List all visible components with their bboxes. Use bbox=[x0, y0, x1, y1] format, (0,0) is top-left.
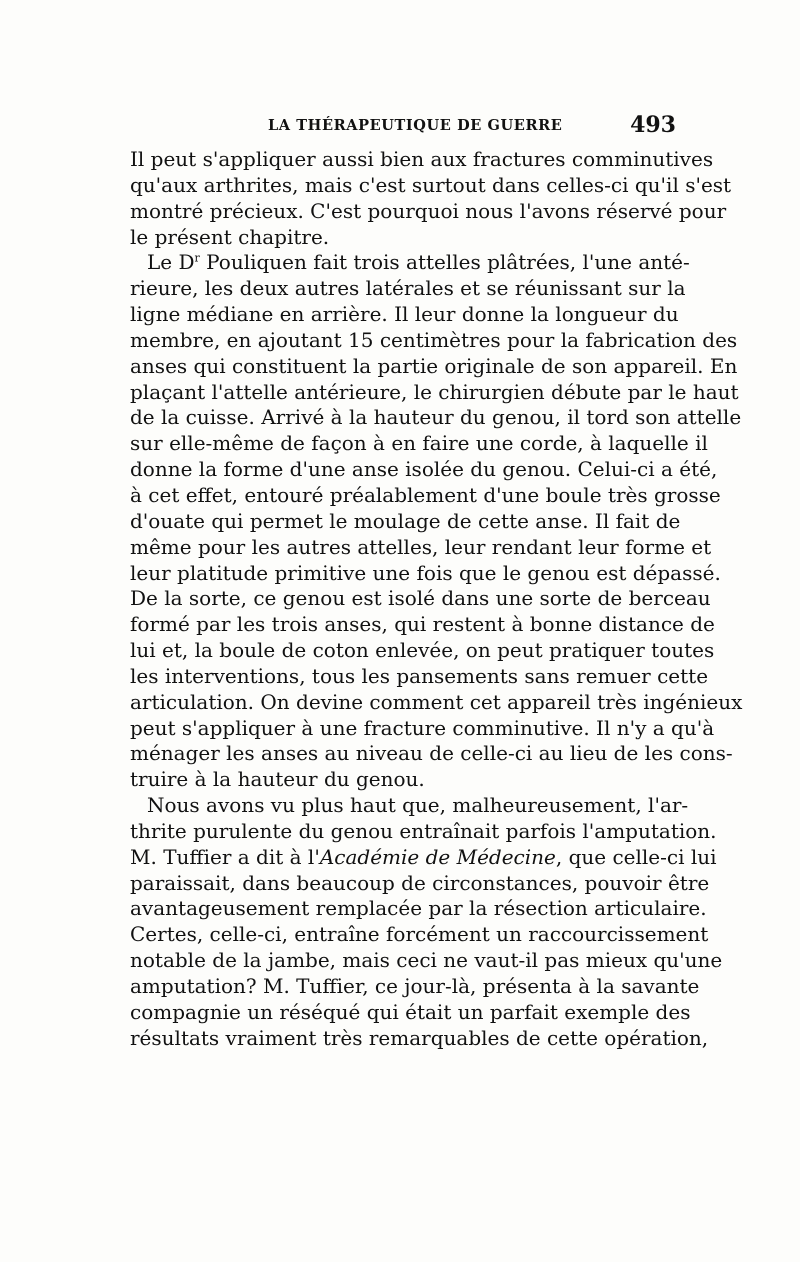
text-line bbox=[130, 250, 690, 276]
running-head bbox=[128, 112, 678, 142]
text-line: De la sorte, ce genou est isolé dans une sorte de berceau bbox=[130, 586, 711, 611]
text-fragment: M. Tuffier a dit à l' bbox=[130, 844, 320, 869]
text-line: le présent chapitre. bbox=[130, 224, 330, 249]
text-line: paraissait, dans beaucoup de circonstances, pouvoir être bbox=[130, 870, 710, 895]
text-line: truire à la hauteur du genou. bbox=[130, 767, 425, 792]
text-fragment: Pouliquen fait trois attelles plâtrées, l'une anté- bbox=[199, 250, 690, 275]
text-line: même pour les autres attelles, leur rendant leur forme et bbox=[130, 534, 712, 559]
text-line: donne la forme d'une anse isolée du genou. Celui-ci a été, bbox=[130, 457, 718, 482]
text-line: rieure, les deux autres latérales et se réunissant sur la bbox=[130, 276, 686, 301]
text-line: à cet effet, entouré préalablement d'une boule très grosse bbox=[130, 482, 721, 507]
text-line: avantageusement remplacée par la résection articulaire. bbox=[130, 896, 707, 921]
text-line: amputation? M. Tuffier, ce jour-là, présenta à la savante bbox=[130, 974, 700, 998]
text-line: ligne médiane en arrière. Il leur donne la longueur du bbox=[130, 302, 679, 327]
text-line: ménager les anses au niveau de celle-ci au lieu de les cons- bbox=[130, 741, 733, 766]
page-number: 493 bbox=[630, 112, 676, 138]
text-line: notable de la jambe, mais ceci ne vaut-il pas mieux qu'une bbox=[130, 948, 723, 973]
text-line: Nous avons vu plus haut que, malheureusement, l'ar- bbox=[147, 793, 689, 818]
running-title: LA THÉRAPEUTIQUE DE GUERRE bbox=[268, 117, 563, 134]
text-line: membre, en ajoutant 15 centimètres pour la fabrication des bbox=[130, 327, 738, 352]
text-line: formé par les trois anses, qui restent à bonne distance de bbox=[130, 612, 715, 637]
text-line: qu'aux arthrites, mais c'est surtout dans celles-ci qu'il s'est bbox=[130, 172, 732, 197]
text-line: d'ouate qui permet le moulage de cette anse. Il fait de bbox=[130, 508, 681, 533]
text-line: peut s'appliquer à une fracture comminutive. Il n'y a qu'à bbox=[130, 715, 715, 740]
text-line: leur platitude primitive une fois que le genou est dépassé. bbox=[130, 560, 721, 585]
text-line: compagnie un réséqué qui était un parfait exemple des bbox=[130, 999, 691, 1024]
text-line bbox=[130, 844, 717, 871]
text-line: montré précieux. C'est pourquoi nous l'avons réservé pour bbox=[130, 198, 727, 223]
text-line: sur elle-même de façon à en faire une corde, à laquelle il bbox=[130, 431, 708, 456]
text-line: articulation. On devine comment cet appareil très ingénieux bbox=[130, 689, 743, 714]
text-line: résultats vraiment très remarquables de cette opération, bbox=[130, 1025, 709, 1050]
text-line: plaçant l'attelle antérieure, le chirurgien débute par le haut bbox=[130, 379, 739, 404]
text-fragment: Le D bbox=[147, 250, 195, 275]
text-line: lui et, la boule de coton enlevée, on peut pratiquer toutes bbox=[130, 638, 715, 663]
superscript: r bbox=[194, 251, 200, 265]
text-line: de la cuisse. Arrivé à la hauteur du genou, il tord son attelle bbox=[130, 405, 742, 430]
italic-title: Académie de Médecine bbox=[319, 844, 556, 869]
text-line: Il peut s'appliquer aussi bien aux fractures comminutives bbox=[130, 147, 714, 171]
text-fragment: , que celle-ci lui bbox=[555, 844, 717, 869]
text-line: Certes, celle-ci, entraîne forcément un raccourcissement bbox=[130, 922, 709, 947]
text-line: anses qui constituent la partie originale de son appareil. En bbox=[130, 353, 738, 378]
body-text bbox=[130, 147, 743, 1052]
text-line: thrite purulente du genou entraînait parfois l'amputation. bbox=[130, 818, 717, 843]
text-line: les interventions, tous les pansements sans remuer cette bbox=[130, 663, 709, 688]
